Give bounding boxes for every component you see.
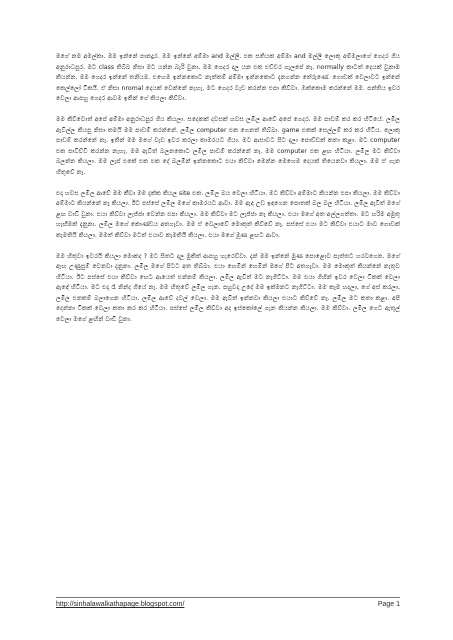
- paragraph: මම කිව්වොත් අපේ අම්මා අනුරාධපුර ගිය කියලා. සදෙකක් දවසක් හවස ලමිල ආවේ අපේ ගෙදර. මම පාඩම් කර කර හිටියේ. ලමිල ඇවිල්ල කියපු නිසා තමයි මම පාඩම් කරන්නේ. ලමිල computer එක ගෙනත් තිබ්බා. game එකක් සෙල්ලම් කර කර හිටිය. ලොකු පාඩම් කරන්නේ නෑ. ඉතින් මම මගේ වැඩ ඉවර කරලා කාමරයට ගියා. මට ආසාවට පිට දාලා පොඩ්ඩක් කතා කළා. මට computer එක පාවිච්චි කරන්න නැහැ. මම ඇවිත් බලනකොට ලමිල පාඩම් කරන්නේ නෑ. මම computer එක ළඟ හිටියා. ලමිල මට කිව්වා බලන්න කියලා. මම ලැප් එකේ එක එක දේ බලමින් ඉන්නකොට එයා කිව්වා මෙන්න මෙහෙම දෙයක් තියෙනවා කියලා. මම ඒ ගැන හිතුවේ නෑ.: [56, 115, 400, 176]
- page-footer: [56, 597, 400, 615]
- paragraph: එදා හවස ලමිල ආවේ මම කීවා මම දැක්ක කියල site එක. ලමිල බය වෙලා හිටියා. මට කිව්වා අම්මාට කියන්න එපා කියලා. මම කිව්වා අම්මාට කියන්නේ නෑ කියලා. ඊට පස්සේ ලමිල මගේ කාමරයට ආවා. මම ඇඳ උඩ ඉඳගෙන පොතක් බල බල හිටියා. ලමිල ඇවිත් මගේ ළඟ වාඩි වුනා. එයා කිව්වා ලැජ්ජා වෙන්න එපා කියලා. මම කිව්වා මට ලැජ්ජා නෑ කියලා. එයා මගේ අත අල්ලගත්තා. මට හරිම අමුතු හැඟීමක් දැනුනා. ලමිල මගේ කොණ්ඩය අතගෑවා. මම ඒ වෙලාවේ මොකුත් කිව්වේ නෑ. පස්සේ එයා මට කිව්වා එයාට මාව ගොඩක් කැමතියි කියලා. මමත් කිව්වා මටත් එයාව කැමතියි කියලා. එයා මගේ මූණ ළඟට ආවා.: [56, 189, 400, 239]
- paragraph: මම හිතුවා ඉවරයි කියලා මොකද ? මට සිතට දාල මුකිත් ආපහු හැරෙව්වා. දැන් මම ඉන්නේ මුණ පොළොව පැත්තට හරවගෙන. මගේ ඇඟ උණුසුම් වෙනවා දැනුනා. ලමිල මගේ පිටට අත තිබ්බා. එයා හෙමින් හෙමින් මගේ පිට අතගෑවා. මම මොකුත් කියන්නේ නැතුව හිටියා. ඊට පස්සේ එයා කිව්වා හෙට ආයෙත් එන්නම් කියලා. ලමිල ඇවිත් මට නැගිට්ටා. මම එයා ගිහින් ඉවර වෙලා ටිකක් වෙලා ඇඳේ හිටියා. මට එදා රෑ නින්ද ගියේ නෑ. මම හිතුවේ ලමිල ගැන. පහුවදා උදේ මම ඉක්මනට නැගිට්ටා. මම කෑම හදලා, ගේ අස් කරලා, ලමිල එනකම් බලාගෙන හිටියා. ලමිල ආවේ දවල් වෙලා. මම ඇවිත් ඉන්නවා කියලා එයාට කිව්වේ නෑ. ලමිල මට කතා කළා. අපි දෙන්නා ටිකක් වෙලා කතා කර කර හිටියා. පස්සේ ලමිල කිව්වා අද ඉස්කෝලේ ගැන කියන්න කියලා. මම කිව්වා. ලමිල ගෙට ඇතුල් වෙලා මගේ ළඟින් වාඩි වුනා.: [56, 252, 400, 324]
- footer-url-link[interactable]: http://sinhalawalkathapage.blogspot.com/: [56, 601, 185, 608]
- paragraph: මගේ නම අමල්කා. මම ඉන්නේ පානදුර. මම ඉන්නේ අම්මා and මල්ලී. එක සතියක අම්මා and මල්ලී ලොකු අම්මලාගේ ගෙදර ගිය අනුරාධපුර. මට class තිබ්බ නිසා මට යන්න බැරි වුනා. මම ගෙදර දාල යන එක එච්චර ගැලපේ නෑ. normally කාටත් දෙයක් වුනාම කියන්න. මම ගෙදර ඉන්නේ තනියම. එහෙම ඉන්නකොට නැත්තම් අම්මා ඉන්නකොට දැනගන්න තේරුණේ. ගොඩක් වෙලාවට ඉන්නේ කෙල්ලෝ ටිකයි. ඒ නිසා nromal දෙයක් වෙන්නේ නැහැ. මට ගෙදර වැඩ කරන්න එපා කිව්වා. ඔක්කොම කරන්නේ මම. පන්තිය ඉවර වෙලා ආපහු ගෙදර ආවම ඉතින් ගේ කියලා කිව්වා.: [56, 53, 400, 103]
- page-number: Page 1: [377, 601, 400, 608]
- body-text: [56, 52, 400, 336]
